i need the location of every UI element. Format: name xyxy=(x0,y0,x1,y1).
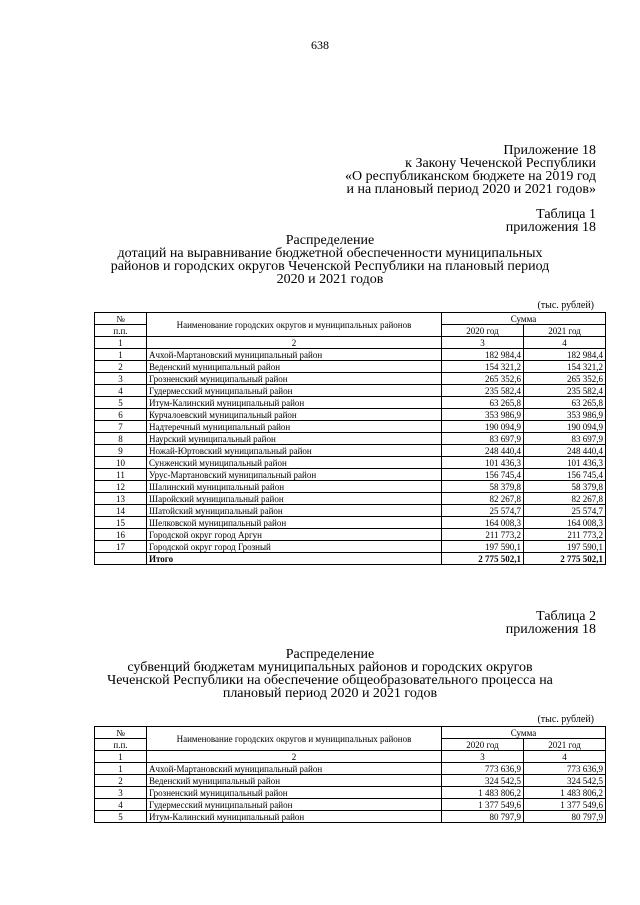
table1-total-2020: 2 775 502,1 xyxy=(442,553,524,565)
table1-row xyxy=(95,349,606,361)
table2-row xyxy=(95,811,606,823)
table1-row xyxy=(95,385,606,397)
table2-title-line: Чеченской Республики на обеспечение общеобразовательного процесса на xyxy=(107,673,553,688)
table1-row-number: 13 xyxy=(95,493,147,505)
table2-row-value-2020: 773 636,9 xyxy=(442,763,524,775)
table1-row xyxy=(95,469,606,481)
table1-row xyxy=(95,481,606,493)
table1-row-number: 3 xyxy=(95,373,147,385)
table1-row-value-2020: 190 094,9 xyxy=(442,421,524,433)
table1-row-number: 1 xyxy=(95,349,147,361)
table1-row-number: 17 xyxy=(95,541,147,553)
table1-colnum: 2 xyxy=(147,337,442,349)
table2-row-value-2021: 773 636,9 xyxy=(524,763,606,775)
table1-row-value-2021: 156 745,4 xyxy=(524,469,606,481)
table1-row-name: Городской округ город Грозный xyxy=(147,541,442,553)
table1-row-value-2020: 58 379,8 xyxy=(442,481,524,493)
table1-row xyxy=(95,409,606,421)
table1-row-value-2020: 265 352,6 xyxy=(442,373,524,385)
table1-header-sum: Сумма xyxy=(442,313,606,325)
table1-title-line: 2020 и 2021 годов xyxy=(276,272,384,287)
table1-row-number: 4 xyxy=(95,385,147,397)
table1-colnum: 4 xyxy=(524,337,606,349)
table1-row-value-2020: 197 590,1 xyxy=(442,541,524,553)
table2-title-line: плановый период 2020 и 2021 годов xyxy=(222,686,438,701)
table1-row-value-2020: 154 321,2 xyxy=(442,361,524,373)
table1-row-number: 12 xyxy=(95,481,147,493)
table1-row xyxy=(95,457,606,469)
table1-row-number: 5 xyxy=(95,397,147,409)
table1-row-number: 10 xyxy=(95,457,147,469)
table1-row-value-2021: 353 986,9 xyxy=(524,409,606,421)
table2-header-sum: Сумма xyxy=(442,727,606,739)
table2 xyxy=(94,726,606,823)
table1-row-name: Шатойский муниципальный район xyxy=(147,505,442,517)
table1-row-value-2021: 58 379,8 xyxy=(524,481,606,493)
table2-row-value-2020: 1 483 806,2 xyxy=(442,787,524,799)
table1-row-name: Ножай-Юртовский муниципальный район xyxy=(147,445,442,457)
table1-colnum: 3 xyxy=(442,337,524,349)
table2-row-value-2020: 80 797,9 xyxy=(442,811,524,823)
table2-colnum: 1 xyxy=(95,751,147,763)
table1-row-name: Сунженский муниципальный район xyxy=(147,457,442,469)
table1-row-value-2020: 82 267,8 xyxy=(442,493,524,505)
table1-row-value-2021: 248 440,4 xyxy=(524,445,606,457)
table1-title-line: Распределение xyxy=(285,233,375,248)
table1-row-name: Веденский муниципальный район xyxy=(147,361,442,373)
table1-row-name: Курчалоевский муниципальный район xyxy=(147,409,442,421)
table1-row-value-2021: 265 352,6 xyxy=(524,373,606,385)
table2-colnum: 3 xyxy=(442,751,524,763)
table1-row-value-2020: 182 984,4 xyxy=(442,349,524,361)
table1-row xyxy=(95,541,606,553)
table1-row-value-2021: 25 574,7 xyxy=(524,505,606,517)
table1-row-value-2021: 83 697,9 xyxy=(524,433,606,445)
table2-row-name: Веденский муниципальный район xyxy=(147,775,442,787)
table2-header-num: № xyxy=(95,727,147,739)
table1-row xyxy=(95,529,606,541)
table1-title xyxy=(60,234,600,286)
table2-row-value-2021: 80 797,9 xyxy=(524,811,606,823)
table1-row-name: Шалинский муниципальный район xyxy=(147,481,442,493)
table2-row-value-2021: 1 483 806,2 xyxy=(524,787,606,799)
table1-row-number: 2 xyxy=(95,361,147,373)
table1-row-number: 15 xyxy=(95,517,147,529)
table1-row-number: 6 xyxy=(95,409,147,421)
table2-header-pp: п.п. xyxy=(95,739,147,751)
table1-label xyxy=(506,208,596,234)
table2-row xyxy=(95,799,606,811)
table1-total-label: Итого xyxy=(147,553,442,565)
table1-row-name: Городской округ город Аргун xyxy=(147,529,442,541)
table2-row-value-2020: 1 377 549,6 xyxy=(442,799,524,811)
table2-row-name: Ачхой-Мартановский муниципальный район xyxy=(147,763,442,775)
table2-row xyxy=(95,775,606,787)
table2-title xyxy=(60,648,600,700)
page-number: 638 xyxy=(311,38,329,52)
table1-row xyxy=(95,421,606,433)
table1-total-2021: 2 775 502,1 xyxy=(524,553,606,565)
table1-row xyxy=(95,433,606,445)
table1-row-value-2020: 83 697,9 xyxy=(442,433,524,445)
table1-row xyxy=(95,505,606,517)
table1-row-name: Итум-Калинский муниципальный район xyxy=(147,397,442,409)
table1-row-value-2021: 101 436,3 xyxy=(524,457,606,469)
table1-row-value-2020: 235 582,4 xyxy=(442,385,524,397)
table1-row-value-2020: 63 265,8 xyxy=(442,397,524,409)
table1-row-value-2021: 190 094,9 xyxy=(524,421,606,433)
table2-row-number: 2 xyxy=(95,775,147,787)
table1-row xyxy=(95,373,606,385)
table1-row xyxy=(95,397,606,409)
appendix-header-line: и на плановый период 2020 и 2021 годов» xyxy=(346,182,596,197)
appendix-header-line: Приложение 18 xyxy=(503,143,596,158)
table1-row-number: 11 xyxy=(95,469,147,481)
table2-row xyxy=(95,763,606,775)
table1-row-value-2020: 25 574,7 xyxy=(442,505,524,517)
table1-row-name: Урус-Мартановский муниципальный район xyxy=(147,469,442,481)
table1-total-empty xyxy=(95,553,147,565)
table1-row-value-2021: 63 265,8 xyxy=(524,397,606,409)
table1-row-value-2020: 101 436,3 xyxy=(442,457,524,469)
table2-header-name: Наименование городских округов и муниципальных районов xyxy=(147,727,442,751)
table2-label xyxy=(506,610,596,636)
table1-row-value-2020: 248 440,4 xyxy=(442,445,524,457)
table1-row-name: Гудермесский муниципальный район xyxy=(147,385,442,397)
table2-title-line: субвенций бюджетам муниципальных районов и городских округов xyxy=(127,660,533,675)
table1-row-name: Ачхой-Мартановский муниципальный район xyxy=(147,349,442,361)
table1-label-line: Таблица 1 xyxy=(536,207,596,222)
table1-title-line: районов и городских округов Чеченской Республики на плановый период xyxy=(110,259,550,274)
table1-row-name: Шаройский муниципальный район xyxy=(147,493,442,505)
table2-row-value-2020: 324 542,5 xyxy=(442,775,524,787)
table1-row xyxy=(95,445,606,457)
table1-row-number: 8 xyxy=(95,433,147,445)
table2-row-number: 4 xyxy=(95,799,147,811)
table2-label-line: Таблица 2 xyxy=(536,609,596,624)
table1-row xyxy=(95,361,606,373)
table1-header-num: № xyxy=(95,313,147,325)
table1-row-name: Надтеречный муниципальный район xyxy=(147,421,442,433)
table1-header-2021: 2021 год xyxy=(524,325,606,337)
table1-row-value-2021: 154 321,2 xyxy=(524,361,606,373)
table1 xyxy=(94,312,606,565)
table1-row-value-2020: 156 745,4 xyxy=(442,469,524,481)
table1-row-number: 16 xyxy=(95,529,147,541)
table2-colnum: 4 xyxy=(524,751,606,763)
table1-row-value-2020: 164 008,3 xyxy=(442,517,524,529)
table1-row-value-2021: 164 008,3 xyxy=(524,517,606,529)
table2-row-name: Грозненский муниципальный район xyxy=(147,787,442,799)
table1-row-name: Наурский муниципальный район xyxy=(147,433,442,445)
table1-row-value-2020: 211 773,2 xyxy=(442,529,524,541)
table1-header-2020: 2020 год xyxy=(442,325,524,337)
table1-row xyxy=(95,517,606,529)
table2-row xyxy=(95,787,606,799)
table1-row-value-2020: 353 986,9 xyxy=(442,409,524,421)
table2-header-2021: 2021 год xyxy=(524,739,606,751)
table1-row-value-2021: 197 590,1 xyxy=(524,541,606,553)
appendix-header-line: «О республиканском бюджете на 2019 год xyxy=(345,169,596,184)
table2-title-line: Распределение xyxy=(285,647,375,662)
table2-row-number: 3 xyxy=(95,787,147,799)
appendix-header xyxy=(345,144,596,196)
table2-row-name: Итум-Калинский муниципальный район xyxy=(147,811,442,823)
table1-header-pp: п.п. xyxy=(95,325,147,337)
table2-label-line: приложения 18 xyxy=(505,622,596,637)
table1-units: (тыс. рублей) xyxy=(537,300,594,311)
appendix-header-line: к Закону Чеченской Республики xyxy=(405,156,596,171)
table1-row-name: Шелковской муниципальный район xyxy=(147,517,442,529)
table1-row-name: Грозненский муниципальный район xyxy=(147,373,442,385)
table1-row-number: 9 xyxy=(95,445,147,457)
table2-row-value-2021: 1 377 549,6 xyxy=(524,799,606,811)
table1-row-number: 14 xyxy=(95,505,147,517)
table2-header-2020: 2020 год xyxy=(442,739,524,751)
table1-header-name: Наименование городских округов и муниципальных районов xyxy=(147,313,442,337)
table1-row-value-2021: 82 267,8 xyxy=(524,493,606,505)
table1-colnum: 1 xyxy=(95,337,147,349)
table1-row-value-2021: 235 582,4 xyxy=(524,385,606,397)
table2-units: (тыс. рублей) xyxy=(537,714,594,725)
table2-row-value-2021: 324 542,5 xyxy=(524,775,606,787)
table2-row-number: 1 xyxy=(95,763,147,775)
table2-row-name: Гудермесский муниципальный район xyxy=(147,799,442,811)
table1-row-value-2021: 182 984,4 xyxy=(524,349,606,361)
table2-colnum: 2 xyxy=(147,751,442,763)
table1-row-number: 7 xyxy=(95,421,147,433)
table1-label-line: приложения 18 xyxy=(505,220,596,235)
table2-row-number: 5 xyxy=(95,811,147,823)
table1-row-value-2021: 211 773,2 xyxy=(524,529,606,541)
table1-row xyxy=(95,493,606,505)
table1-title-line: дотаций на выравнивание бюджетной обеспеченности муниципальных xyxy=(117,246,543,261)
